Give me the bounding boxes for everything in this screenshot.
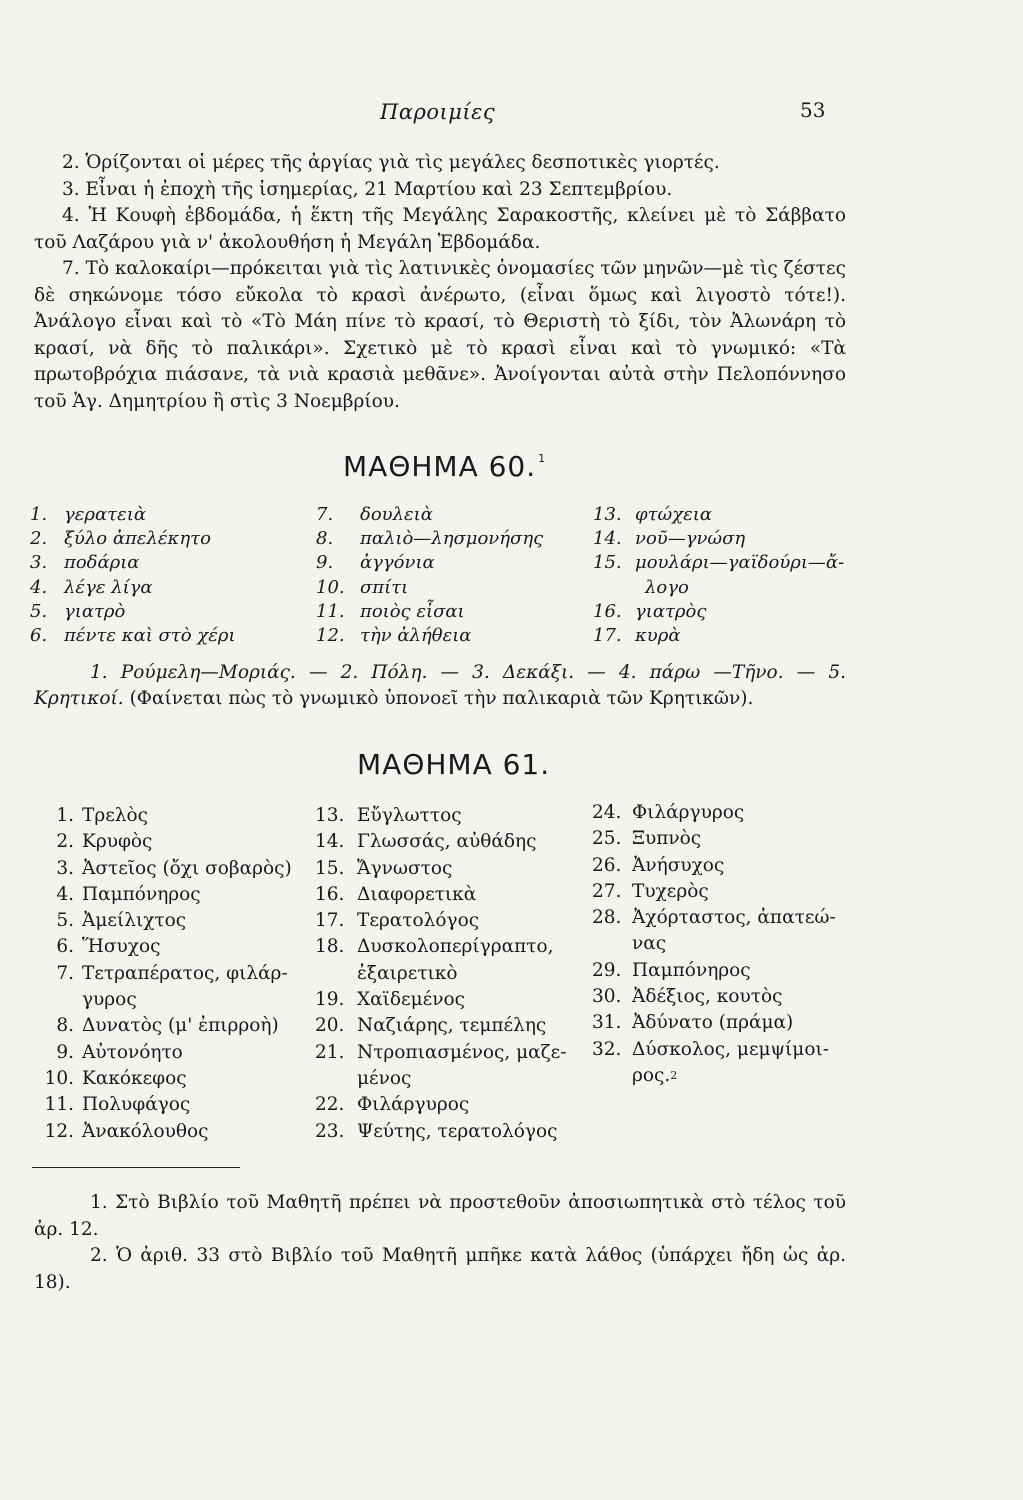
item-text: δουλειὰ [360,504,433,525]
list-item [315,908,566,934]
item-text: Ψεύτης, τερατολόγος [357,1120,558,1142]
list-item [316,600,543,624]
item-number: 19. [315,989,345,1011]
lesson-61-column-3 [592,800,836,1089]
list-item [30,934,292,960]
item-number: 10. [316,576,345,598]
item-number: 14. [315,831,345,853]
item-number: 29. [592,959,622,981]
footnote-mark: 1 [538,452,547,465]
item-text: Γλωσσάς, αὐθάδης [357,831,537,853]
list-item [592,1063,836,1089]
lesson-60-column-3 [593,503,844,648]
item-number: 2. [30,528,48,550]
list-item [315,961,566,987]
list-item [592,905,836,931]
list-item [30,856,292,882]
list-item [30,1092,292,1118]
item-number: 12. [44,1120,74,1142]
list-item [592,879,836,905]
list-item [30,908,292,934]
item-text: φτώχεια [635,504,713,525]
list-item [315,882,566,908]
item-number: 14. [593,528,622,550]
item-text: ποιὸς εἶσαι [360,600,465,622]
note-paragraph: 4. Ἡ Κουφὴ ἑβδομάδα, ἡ ἕκτη τῆς Μεγάλης Σαρακοστῆς, κλείνει μὲ τὸ Σάββατο τοῦ Λαζάρου γιὰ ν' ἀκολουθήση ἡ Μεγάλη Ἑβδομάδα. [34,205,846,253]
list-item [316,503,543,527]
item-text: Τερατολόγος [357,910,480,932]
item-number: 16. [593,600,622,622]
item-text: Κακόκεφος [82,1067,187,1089]
item-text: λογο [645,576,689,598]
list-item [30,829,292,855]
item-text: λέγε λίγα [64,576,153,598]
item-number: 32. [592,1038,622,1060]
footnotes [34,1190,846,1296]
item-number: 20. [315,1015,345,1037]
item-text: Ξυπνὸς [632,828,702,850]
item-number: 22. [315,1094,345,1116]
item-text: πέντε καὶ στὸ χέρι [64,624,236,646]
lesson-60-column-1 [30,503,236,648]
list-item [315,803,566,829]
list-item [30,882,292,908]
lesson-61-heading: ΜΑΘΗΜΑ 61. [357,748,551,781]
list-item [315,829,566,855]
list-item [30,624,236,648]
list-item [30,576,236,600]
item-text: νας [632,933,667,955]
note-paragraph: 3. Εἶναι ἡ ἐποχὴ τῆς ἰσημερίας, 21 Μαρτίου καὶ 23 Σεπτεμβρίου. [62,178,673,200]
list-item [30,527,236,551]
item-number: 26. [592,854,622,876]
item-text: ποδάρια [64,552,140,574]
item-number: 4. [56,883,74,905]
running-header-title: Παροιμίες [380,100,496,124]
item-number: 30. [592,986,622,1008]
item-text: Τρελὸς [82,805,149,826]
item-text: γυρος [82,989,137,1011]
list-item [593,600,844,624]
item-text: Ἀνήσυχος [632,854,725,876]
page-number: 53 [800,98,826,122]
list-item [30,1013,292,1039]
item-text: σπίτι [360,576,409,598]
item-text: Ἥσυχος [82,936,161,958]
item-number: 13. [593,504,622,525]
item-text: Δύσκολος, μεμψίμοι- [632,1038,829,1060]
item-number: 1. [30,504,48,525]
list-item [315,1092,566,1118]
list-item [592,931,836,957]
list-item [30,1119,292,1145]
list-item [316,551,543,575]
item-text: μένος [357,1067,412,1089]
item-number: 3. [30,552,48,574]
list-item [592,826,836,852]
item-number: 6. [56,936,74,958]
item-text: Τετραπέρατος, φιλάρ- [82,962,288,984]
note-paragraph: 7. Τὸ καλοκαίρι—πρόκειται γιὰ τὶς λατινικὲς ὀνομασίες τῶν μηνῶν—μὲ τὶς ζέστες δὲ σηκώνομε τόσο εὔκολα τὸ κρασὶ ἀνέρωτο, (εἶναι ὅμως καὶ λιγοστὸ τότε!). Ἀνάλογο εἶναι καὶ τὸ «Τὸ Μάη πίνε τὸ κρασί, τὸ Θεριστὴ τὸ ξίδι, τὸν Ἀλωνάρη τὸ κρασί, νὰ δῆς τὸ παλικάρι». Σχετικὸ μὲ τὸ κρασὶ εἶναι καὶ τὸ γνωμικό: «Τὰ πρωτοβρόχια πιάσανε, τὰ νιὰ κρασιὰ μεθᾶνε». Ἀνοίγονται αὐτὰ στὴν Πελοπόννησο τοῦ Ἁγ. Δημητρίου ἢ στὶς 3 Νοεμβρίου. [34,258,846,412]
item-number: 11. [44,1094,74,1116]
item-number: 10. [44,1067,74,1089]
item-text: μουλάρι—γαϊδούρι—ἄ- [635,552,845,574]
footnote: 1. Στὸ Βιβλίο τοῦ Μαθητῆ πρέπει νὰ προστεθοῦν ἀποσιωπητικὰ στὸ τέλος τοῦ ἀρ. 12. [34,1192,846,1240]
item-text: Φιλάργυρος [357,1094,470,1116]
footnote: 2. Ὁ ἀριθ. 33 στὸ Βιβλίο τοῦ Μαθητῆ μπῆκε κατὰ λάθος (ὑπάρχει ἤδη ὡς ἀρ. 18). [34,1245,846,1293]
list-item [315,1013,566,1039]
list-item [315,987,566,1013]
list-item [30,600,236,624]
item-number: 2. [56,831,74,853]
item-text: γερατειὰ [64,504,146,525]
list-item [30,987,292,1013]
item-text: Φιλάργυρος [632,802,745,823]
item-number: 28. [592,907,622,929]
item-number: 11. [316,600,345,622]
item-number: 8. [56,1015,74,1037]
item-number: 16. [315,883,345,905]
item-text: Ἀμείλιχτος [82,910,187,932]
lesson-60-notes-plain: (Φαίνεται πὼς τὸ γνωμικὸ ὑπονοεῖ τὴν παλικαριὰ τῶν Κρητικῶν). [123,688,754,709]
item-number: 7. [316,504,334,525]
item-number: 21. [315,1041,345,1063]
lesson-60-column-2 [316,503,543,648]
item-number: 23. [315,1120,345,1142]
list-item [315,1066,566,1092]
item-text: Τυχερὸς [632,880,709,902]
item-number: 15. [593,552,622,574]
note-paragraph: 2. Ὁρίζονται οἱ μέρες τῆς ἀργίας γιὰ τὶς μεγάλες δεσποτικὲς γιορτές. [62,152,720,173]
lesson-60-notes [34,660,846,712]
item-text: ἀγγόνια [360,552,435,574]
item-number: 5. [30,600,48,622]
item-text: γιατρὸς [635,600,707,622]
item-text: γιατρὸ [64,600,126,622]
list-item [593,527,844,551]
item-number: 9. [56,1041,74,1063]
footnote-divider [32,1167,240,1168]
list-item [316,527,543,551]
item-text: ἐξαιρετικὸ [357,962,458,984]
item-text: ρος. [632,1064,671,1086]
item-text: Κρυφὸς [82,831,153,853]
item-text: Χαϊδεμένος [357,989,465,1011]
item-number: 6. [30,624,48,646]
lesson-61-column-2 [315,803,566,1145]
item-number: 3. [56,857,74,879]
list-item [30,1066,292,1092]
item-number: 27. [592,880,622,902]
item-text: Ἀδύνατο (πράμα) [632,1012,794,1034]
list-item [30,803,292,829]
list-item [315,1119,566,1145]
item-text: κυρὰ [635,624,681,646]
list-item [592,984,836,1010]
list-item [593,576,844,600]
list-item [315,1040,566,1066]
lesson-60-title: ΜΑΘΗΜΑ 60. [343,450,537,483]
item-number: 24. [592,802,622,823]
item-number: 4. [30,576,48,598]
item-text: Ντροπιασμένος, μαζε- [357,1041,567,1063]
item-text: τὴν ἀλήθεια [360,624,472,646]
item-text: Πολυφάγος [82,1094,191,1116]
item-text: Παμπόνηρος [632,959,751,981]
list-item [593,551,844,575]
item-text: Εὔγλωττος [357,805,462,826]
list-item [316,624,543,648]
item-text: Ἀδέξιος, κουτὸς [632,986,783,1008]
item-text: Ἀστεῖος (ὄχι σοβαρὸς) [82,857,292,879]
item-text: Ἄγνωστος [357,857,453,879]
item-number: 18. [315,936,345,958]
lesson-60-notes-italic: 1. Ρούμελη—Μοριάς. — 2. Πόλη. — 3. Δεκάξι. — 4. πάρω —Τῆνο. — 5. Κρητικοί. [34,662,846,709]
list-item [592,958,836,984]
item-number: 9. [316,552,334,574]
lesson-60-heading [343,450,546,483]
list-item [315,934,566,960]
item-number: 25. [592,828,622,850]
item-number: 7. [56,962,74,984]
list-item [30,1040,292,1066]
item-text: νοῦ—γνώση [635,528,746,550]
list-item [592,853,836,879]
item-text: Ἀχόρταστος, ἀπατεώ- [632,907,836,929]
item-number: 8. [316,528,334,550]
item-number: 15. [315,857,345,879]
item-number: 17. [593,624,622,646]
item-text: Δυσκολοπερίγραπτο, [357,936,554,958]
lesson-61-column-1 [30,803,292,1145]
list-item [593,503,844,527]
item-text: Παμπόνηρος [82,883,201,905]
item-text: Αὐτονόητο [82,1041,183,1063]
item-text: παλιὸ—λησμονήσης [360,528,544,550]
intro-notes [34,150,846,415]
item-number: 1. [56,805,74,826]
item-text: Δυνατὸς (μ' ἐπιρροὴ) [82,1015,279,1037]
item-number: 5. [56,910,74,932]
list-item [30,503,236,527]
item-number: 31. [592,1012,622,1034]
list-item [593,624,844,648]
list-item [315,856,566,882]
item-number: 12. [316,624,345,646]
item-text: Ἀνακόλουθος [82,1120,209,1142]
list-item [592,1037,836,1063]
list-item [592,800,836,826]
item-text: Ναζιάρης, τεμπέλης [357,1015,547,1037]
list-item [30,961,292,987]
item-number: 17. [315,910,345,932]
list-item [592,1010,836,1036]
list-item [30,551,236,575]
item-text: ξύλο ἀπελέκητο [64,528,211,550]
footnote-mark: 2 [670,1068,678,1082]
list-item [316,576,543,600]
item-text: Διαφορετικὰ [357,883,477,905]
item-number: 13. [315,805,345,826]
